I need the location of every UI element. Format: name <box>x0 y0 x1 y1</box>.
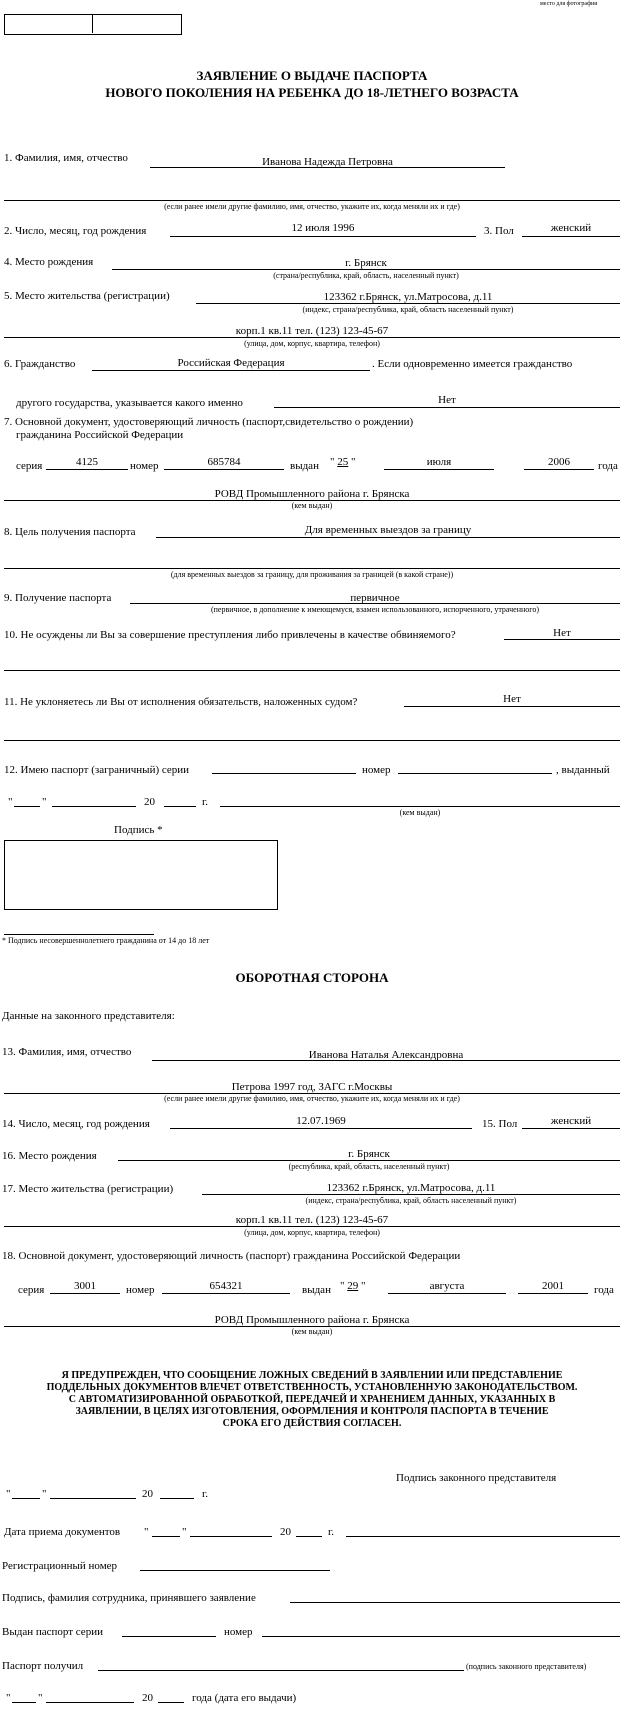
date1-g: г. <box>202 1488 209 1500</box>
photo-label: место для фотографии <box>540 1 598 7</box>
f12-nomer-line[interactable] <box>398 773 552 774</box>
f13-caption: (если ранее имели другие фамилию, имя, отчество, укажите их, когда меняли их и где) <box>164 1094 460 1103</box>
f7-nomer-label: номер <box>130 460 159 472</box>
f7-vydan-label: выдан <box>290 460 319 472</box>
f11-line2[interactable] <box>4 740 620 741</box>
f18-day <box>340 1280 366 1292</box>
f17-line2[interactable] <box>4 1226 620 1227</box>
f18-year-line[interactable] <box>518 1293 588 1294</box>
f5-line2[interactable] <box>4 337 620 338</box>
back-title: ОБОРОТНАЯ СТОРОНА <box>235 970 389 985</box>
warning-line-4: ЗАЯВЛЕНИИ, В ЦЕЛЯХ ИЗГОТОВЛЕНИЯ, ОФОРМЛЕНИЯ И КОНТРОЛЯ ПАСПОРТА В ТЕЧЕНИЕ <box>75 1406 549 1417</box>
employee-label: Подпись, фамилия сотрудника, принявшего заявление <box>2 1592 256 1604</box>
f12-year-line[interactable] <box>164 806 196 807</box>
f8-line[interactable] <box>156 537 620 538</box>
f10-value: Нет <box>553 627 571 639</box>
date2-year-line[interactable] <box>296 1536 322 1537</box>
footnote-rule <box>4 934 154 935</box>
f8-caption: (для временных выездов за границу, для проживания за границей (в какой стране)) <box>170 570 454 579</box>
date1-year-line[interactable] <box>160 1498 194 1499</box>
title-line-2: НОВОГО ПОКОЛЕНИЯ НА РЕБЕНКА ДО 18-ЛЕТНЕГО ВОЗРАСТА <box>105 85 519 100</box>
f11-line[interactable] <box>404 706 620 707</box>
f5-value2: корп.1 кв.11 тел. (123) 123-45-67 <box>235 325 389 337</box>
warning-line-5: СРОКА ЕГО ДЕЙСТВИЯ СОГЛАСЕН. <box>222 1418 402 1429</box>
f18-issuer: РОВД Промышленного района г. Брянска <box>214 1314 410 1326</box>
f7-seria-label: серия <box>16 460 43 472</box>
f18-god-label: года <box>594 1284 614 1296</box>
date3-quote-open: " <box>6 1692 11 1704</box>
f12-seria-line[interactable] <box>212 773 356 774</box>
f7-year: 2006 <box>548 456 570 468</box>
received-label: Паспорт получил <box>2 1660 84 1672</box>
signature-footnote: * Подпись несовершеннолетнего гражданина от 14 до 18 лет <box>2 936 210 945</box>
f16-line[interactable] <box>118 1160 620 1161</box>
f18-month-line[interactable] <box>388 1293 506 1294</box>
rep-sign-label: Подпись законного представителя <box>396 1472 557 1484</box>
f5-caption2: (улица, дом, корпус, квартира, телефон) <box>244 339 380 348</box>
f13-value2: Петрова 1997 год, ЗАГС г.Москвы <box>231 1081 393 1093</box>
f7-day <box>330 456 356 468</box>
f7-god-label: года <box>598 460 618 472</box>
signature-label: Подпись * <box>114 824 163 836</box>
f6-suffix: . Если одновременно имеется гражданство <box>372 358 573 370</box>
date2-day-line[interactable] <box>152 1536 180 1537</box>
f12-day-line[interactable] <box>14 806 40 807</box>
f7-issuer-caption: (кем выдан) <box>291 501 333 510</box>
f10-label: 10. Не осуждены ли Вы за совершение преступления либо привлечены в качестве обвиняемого? <box>4 629 456 641</box>
date2-quote-close: " <box>182 1526 187 1538</box>
f4-caption: (страна/республика, край, область, населенный пункт) <box>273 271 459 280</box>
f7-label2: гражданина Российской Федерации <box>16 429 184 441</box>
date2-g: г. <box>328 1526 335 1538</box>
f15-line[interactable] <box>522 1128 620 1129</box>
employee-line[interactable] <box>290 1602 620 1603</box>
f13-value: Иванова Наталья Александровна <box>308 1049 464 1061</box>
f7-label: 7. Основной документ, удостоверяющий личность (паспорт,свидетельство о рождении) <box>4 416 414 428</box>
f18-day-value: 29 <box>347 1280 359 1292</box>
date3-twenty: 20 <box>142 1692 153 1704</box>
reg-num-line[interactable] <box>140 1570 330 1571</box>
f6-line2[interactable] <box>274 407 620 408</box>
date3-month-line[interactable] <box>46 1702 134 1703</box>
f17-value2: корп.1 кв.11 тел. (123) 123-45-67 <box>235 1214 389 1226</box>
f16-label: 16. Место рождения <box>2 1150 97 1162</box>
signature-box[interactable] <box>4 840 278 910</box>
date2-quote-open: " <box>144 1526 149 1538</box>
date1-month-line[interactable] <box>50 1498 136 1499</box>
warning-line-3: С АВТОМАТИЗИРОВАННОЙ ОБРАБОТКОЙ, ПЕРЕДАЧЕЙ И ХРАНЕНИЕМ ДАННЫХ, УКАЗАННЫХ В <box>68 1394 556 1405</box>
date2-twenty: 20 <box>280 1526 291 1538</box>
f6-value: Российская Федерация <box>177 357 285 369</box>
quote-open: " <box>340 1280 345 1292</box>
f9-label: 9. Получение паспорта <box>4 592 112 604</box>
f15-value: женский <box>550 1115 592 1127</box>
f17-caption: (индекс, страна/республика, край, область населенный пункт) <box>305 1196 517 1205</box>
f5-value: 123362 г.Брянск, ул.Матросова, д.11 <box>323 291 493 303</box>
f16-caption: (республика, край, область, населенный пункт) <box>288 1162 450 1171</box>
title-line-1: ЗАЯВЛЕНИЕ О ВЫДАЧЕ ПАСПОРТА <box>196 68 428 83</box>
date1-twenty: 20 <box>142 1488 153 1500</box>
f2-value: 12 июля 1996 <box>291 222 355 234</box>
f5-caption: (индекс, страна/республика, край, область населенный пункт) <box>302 305 514 314</box>
f7-nomer: 685784 <box>207 456 241 468</box>
f7-seria: 4125 <box>76 456 98 468</box>
f18-nomer-line[interactable] <box>162 1293 290 1294</box>
f12-twenty: 20 <box>144 796 155 808</box>
f15-label: 15. Пол <box>482 1118 518 1130</box>
rep-label: Данные на законного представителя: <box>2 1010 175 1022</box>
date-accept-sign-line[interactable] <box>346 1536 620 1537</box>
f6-value2: Нет <box>438 394 456 406</box>
f11-label: 11. Не уклоняетесь ли Вы от исполнения обязательств, наложенных судом? <box>4 696 358 708</box>
f10-line[interactable] <box>504 639 620 640</box>
header-box-divider <box>92 14 93 33</box>
f9-caption: (первичное, в дополнение к имеющемуся, взамен использованного, испорченного, утраченного) <box>210 605 540 614</box>
f8-label: 8. Цель получения паспорта <box>4 526 136 538</box>
date3-quote-close: " <box>38 1692 43 1704</box>
f12-quote-close: " <box>42 796 47 808</box>
f5-line[interactable] <box>196 303 620 304</box>
header-box <box>4 14 182 35</box>
f14-value: 12.07.1969 <box>296 1115 346 1127</box>
f17-value: 123362 г.Брянск, ул.Матросова, д.11 <box>326 1182 496 1194</box>
f3-label: 3. Пол <box>484 225 514 237</box>
f13-label: 13. Фамилия, имя, отчество <box>2 1046 132 1058</box>
quote-open: " <box>330 456 335 468</box>
f17-label: 17. Место жительства (регистрации) <box>2 1183 174 1195</box>
f2-label: 2. Число, месяц, год рождения <box>4 225 147 237</box>
f18-nomer-label: номер <box>126 1284 155 1296</box>
f18-seria-label: серия <box>18 1284 45 1296</box>
f12-vydanny-label: , выданный <box>556 764 610 776</box>
f18-label: 18. Основной документ, удостоверяющий личность (паспорт) гражданина Российской Федерации <box>2 1250 461 1262</box>
date3-year-line[interactable] <box>158 1702 184 1703</box>
quote-close: " <box>351 456 356 468</box>
f18-year: 2001 <box>542 1280 564 1292</box>
f7-month: июля <box>426 456 452 468</box>
f17-caption2: (улица, дом, корпус, квартира, телефон) <box>244 1228 380 1237</box>
f6-label: 6. Гражданство <box>4 358 76 370</box>
warning-line-1: Я ПРЕДУПРЕЖДЕН, ЧТО СООБЩЕНИЕ ЛОЖНЫХ СВЕДЕНИЙ В ЗАЯВЛЕНИИ ИЛИ ПРЕДСТАВЛЕНИЕ <box>61 1370 563 1381</box>
reg-num-label: Регистрационный номер <box>2 1560 118 1572</box>
date1-day-line[interactable] <box>12 1498 40 1499</box>
f11-value: Нет <box>503 693 521 705</box>
f2-line[interactable] <box>170 236 476 237</box>
f10-line2[interactable] <box>4 670 620 671</box>
f12-nomer-label: номер <box>362 764 391 776</box>
f12-month-line[interactable] <box>52 806 136 807</box>
issued-label: Выдан паспорт серии <box>2 1626 103 1638</box>
f18-seria-line[interactable] <box>50 1293 120 1294</box>
issue-date-label: года (дата его выдачи) <box>192 1692 297 1704</box>
f8-line2[interactable] <box>4 568 620 569</box>
f1-label: 1. Фамилия, имя, отчество <box>4 152 128 164</box>
f18-seria: 3001 <box>74 1280 96 1292</box>
date3-day-line[interactable] <box>12 1702 36 1703</box>
warning-line-2: ПОДДЕЛЬНЫХ ДОКУМЕНТОВ ВЛЕЧЕТ ОТВЕТСТВЕННОСТЬ, УСТАНОВЛЕННУЮ ЗАКОНОДАТЕЛЬСТВОМ. <box>46 1382 578 1393</box>
f3-value: женский <box>550 222 592 234</box>
f18-issuer-caption: (кем выдан) <box>291 1327 333 1336</box>
f14-label: 14. Число, месяц, год рождения <box>2 1118 150 1130</box>
date1-quote-close: " <box>42 1488 47 1500</box>
f5-label: 5. Место жительства (регистрации) <box>4 290 170 302</box>
date1-quote-open: " <box>6 1488 11 1500</box>
f6-line[interactable] <box>92 370 370 371</box>
f17-line[interactable] <box>202 1194 620 1195</box>
f4-label: 4. Место рождения <box>4 256 94 268</box>
f12-label: 12. Имею паспорт (заграничный) серии <box>4 764 190 776</box>
f9-value: первичное <box>350 592 400 604</box>
quote-close: " <box>361 1280 366 1292</box>
date2-month-line[interactable] <box>190 1536 272 1537</box>
f7-month-line[interactable] <box>384 469 494 470</box>
f12-g: г. <box>202 796 209 808</box>
issued-seria-line[interactable] <box>122 1636 216 1637</box>
f7-year-line[interactable] <box>524 469 594 470</box>
f3-line[interactable] <box>522 236 620 237</box>
received-caption: (подпись законного представителя) <box>466 1662 587 1671</box>
f12-quote-open: " <box>8 796 13 808</box>
f1-value: Иванова Надежда Петровна <box>262 156 393 168</box>
f12-caption: (кем выдан) <box>399 808 441 817</box>
issued-nomer-label: номер <box>224 1626 253 1638</box>
date-accept-label: Дата приема документов <box>4 1526 121 1538</box>
f18-month: августа <box>429 1280 465 1292</box>
f4-line[interactable] <box>112 269 620 270</box>
issued-nomer-line[interactable] <box>262 1636 620 1637</box>
f16-value: г. Брянск <box>348 1148 390 1160</box>
f12-issuer-line[interactable] <box>220 806 620 807</box>
f8-value: Для временных выездов за границу <box>304 524 472 536</box>
received-line[interactable] <box>98 1670 464 1671</box>
f14-line[interactable] <box>170 1128 472 1129</box>
f18-nomer: 654321 <box>209 1280 243 1292</box>
f7-day-value: 25 <box>337 456 349 468</box>
f18-vydan-label: выдан <box>302 1284 331 1296</box>
f7-seria-line[interactable] <box>46 469 128 470</box>
f1-line2[interactable] <box>4 200 620 201</box>
f4-value: г. Брянск <box>345 257 387 269</box>
f7-nomer-line[interactable] <box>164 469 284 470</box>
f7-issuer: РОВД Промышленного района г. Брянска <box>214 488 410 500</box>
f6-label2: другого государства, указывается какого именно <box>16 397 243 409</box>
f1-caption: (если ранее имели другие фамилию, имя, отчество, укажите их, когда меняли их и где) <box>164 202 460 211</box>
